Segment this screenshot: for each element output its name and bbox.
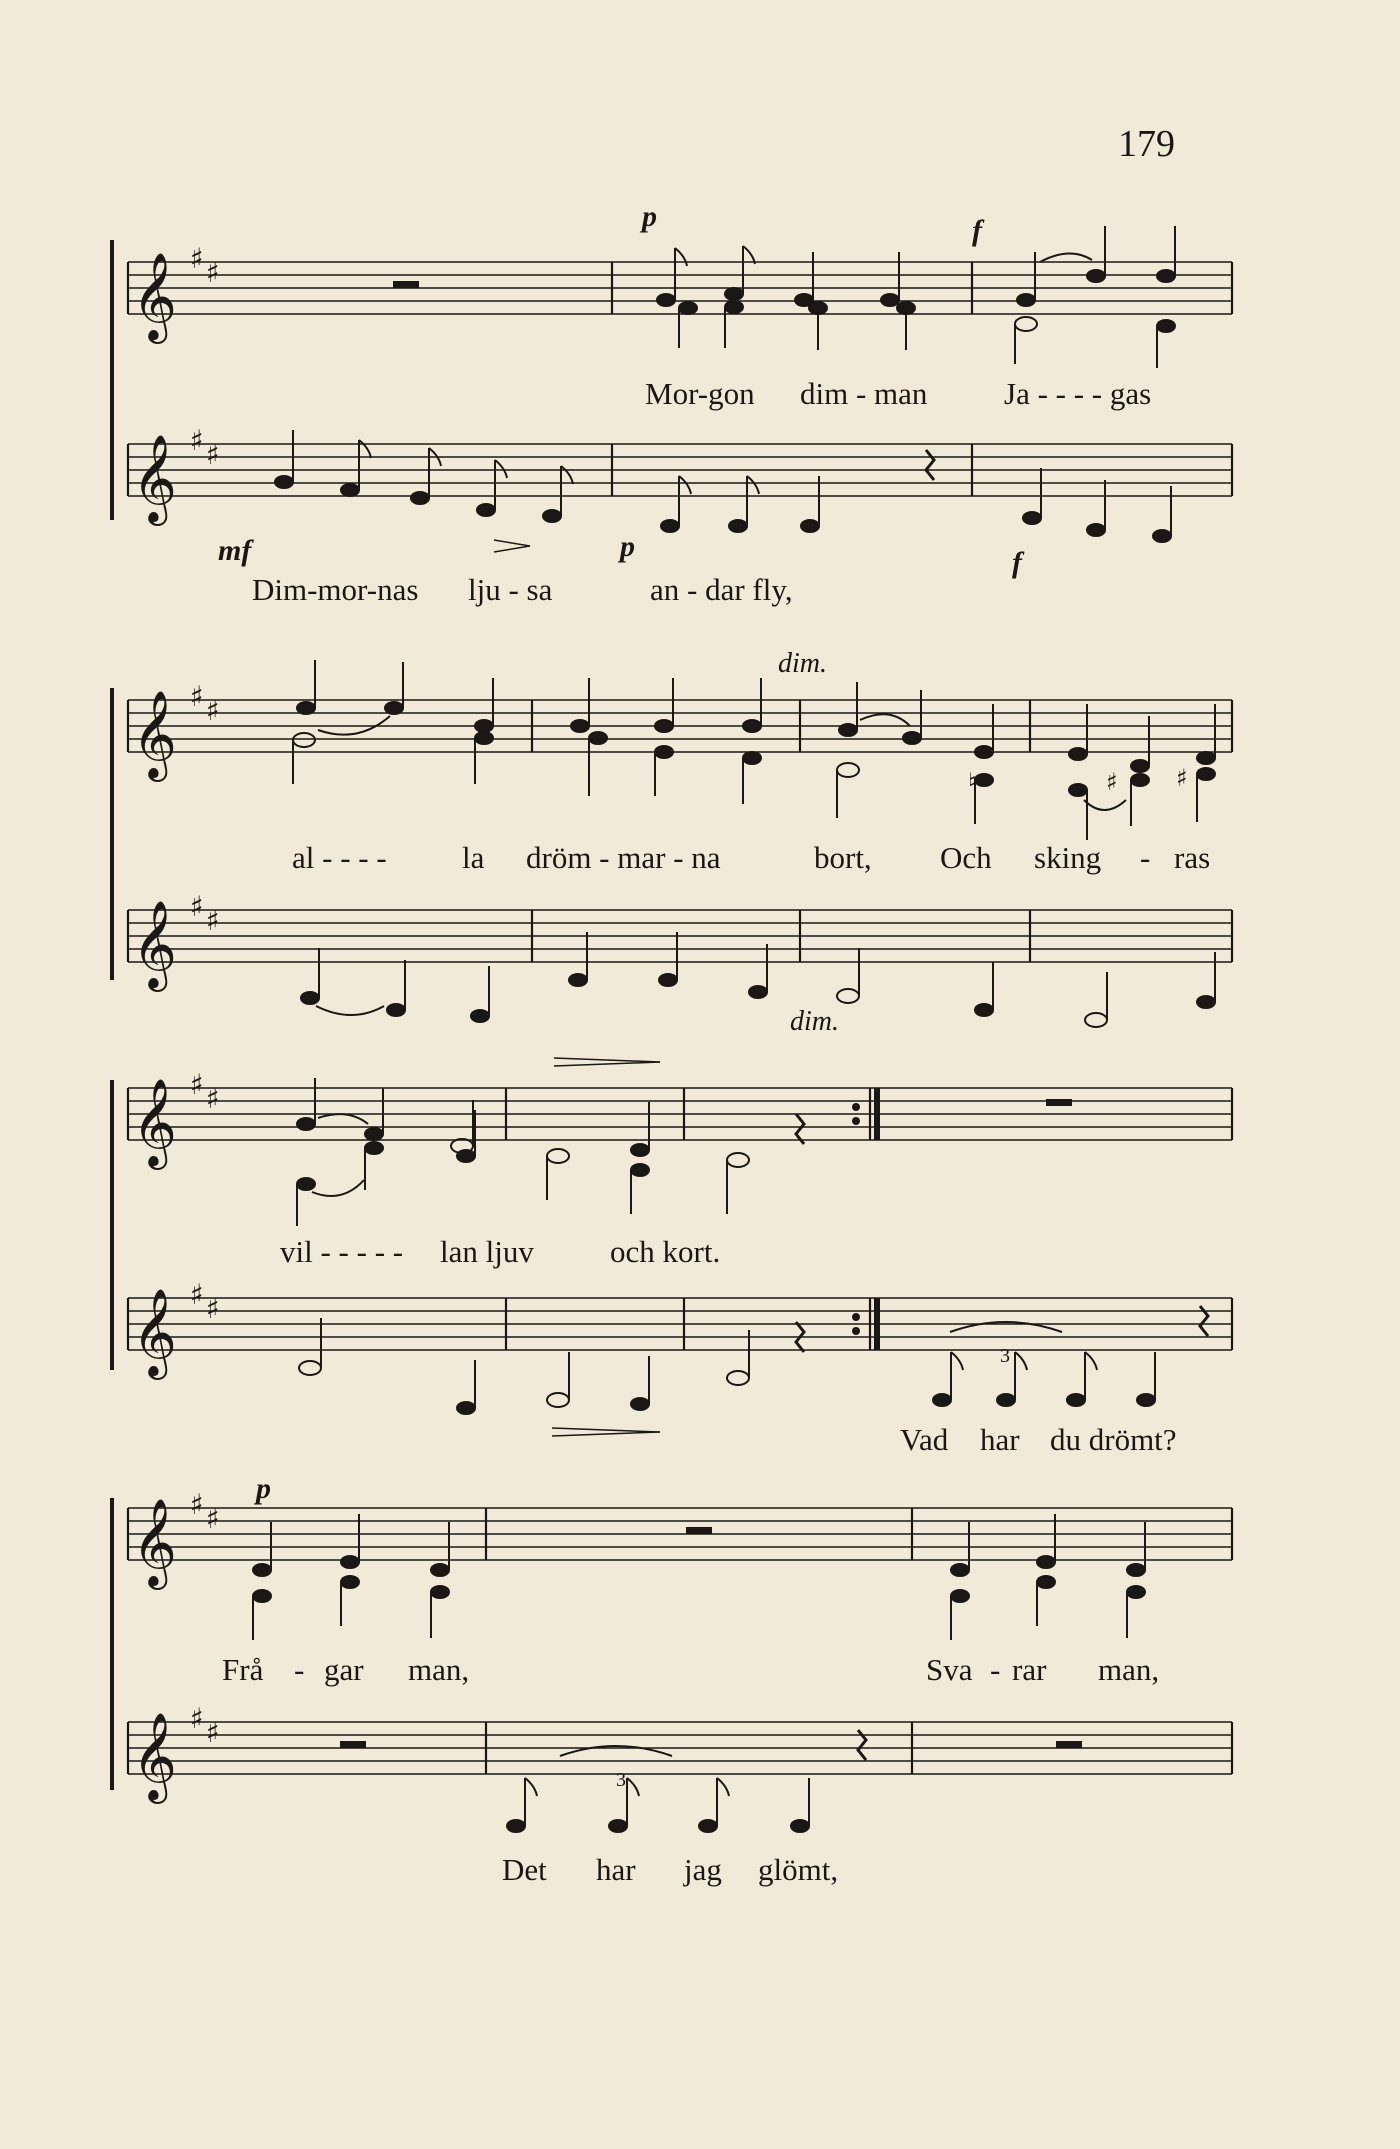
treble-clef-icon: 𝄞 bbox=[132, 433, 177, 522]
staff-upper bbox=[128, 1508, 1232, 1560]
lyric-syllable: la bbox=[462, 840, 485, 875]
treble-clef-icon: 𝄞 bbox=[132, 689, 177, 778]
lyric-syllable: - bbox=[1140, 840, 1151, 875]
lyric-syllable: lan ljuv bbox=[440, 1234, 534, 1269]
staff-lower bbox=[128, 1298, 1232, 1350]
upper-notes-1 bbox=[657, 226, 1175, 368]
rest-icon bbox=[686, 1527, 712, 1534]
lyric-syllable: du drömt? bbox=[1050, 1422, 1177, 1457]
sharp-icon: ♯ bbox=[206, 256, 220, 289]
lyric-syllable: gar bbox=[324, 1652, 364, 1687]
lyric-syllable: och kort. bbox=[610, 1234, 721, 1269]
sharp-icon: ♯ bbox=[190, 680, 204, 713]
lower-notes-4 bbox=[507, 1730, 866, 1832]
lyric-syllable: rar bbox=[1012, 1652, 1047, 1687]
treble-clef-icon: 𝄞 bbox=[132, 1497, 177, 1586]
staff-upper bbox=[128, 1088, 1232, 1140]
lower-notes-2 bbox=[301, 932, 1215, 1027]
sharp-icon: ♯ bbox=[190, 1702, 204, 1735]
sharp-icon: ♯ bbox=[190, 1488, 204, 1521]
lyric-syllable: har bbox=[596, 1852, 636, 1887]
dynamic-mark: dim. bbox=[778, 648, 827, 679]
treble-clef-icon: 𝄞 bbox=[132, 1287, 177, 1376]
lyric-syllable: Frå bbox=[222, 1652, 264, 1687]
sharp-icon: ♯ bbox=[206, 438, 220, 471]
dynamic-mark: mf bbox=[218, 534, 252, 567]
lyric-syllable: man, bbox=[1098, 1652, 1160, 1687]
rest-icon bbox=[340, 1741, 366, 1748]
lyric-syllable: - bbox=[294, 1652, 305, 1687]
treble-clef-icon: 𝄞 bbox=[132, 1711, 177, 1800]
upper-notes-2 bbox=[293, 660, 1215, 840]
sharp-icon: ♯ bbox=[190, 1068, 204, 1101]
lyric-syllable: al - - - - bbox=[292, 840, 387, 875]
lyric-syllable: dröm - mar - na bbox=[526, 840, 721, 875]
lyric-syllable: - bbox=[990, 1652, 1001, 1687]
natural-icon: ♮ bbox=[968, 768, 977, 796]
treble-clef-icon: 𝄞 bbox=[132, 1077, 177, 1166]
lyric-syllable: jag bbox=[684, 1852, 722, 1887]
lyric-syllable: ras bbox=[1174, 840, 1211, 875]
lyric-syllable: Och bbox=[940, 840, 992, 875]
lower-notes-3 bbox=[299, 1306, 1208, 1436]
sharp-icon: ♯ bbox=[206, 1082, 220, 1115]
triplet-mark: 3 bbox=[616, 1769, 626, 1791]
sharp-icon: ♯ bbox=[190, 1278, 204, 1311]
lyric-syllable: har bbox=[980, 1422, 1020, 1457]
system-4 bbox=[112, 1472, 1232, 1887]
dynamic-mark: f bbox=[1012, 546, 1022, 579]
lyric-syllable: sking bbox=[1034, 840, 1102, 875]
lyric-syllable: an - dar fly, bbox=[650, 572, 793, 607]
lower-notes-1 bbox=[275, 430, 1171, 552]
treble-clef-icon: 𝄞 bbox=[132, 251, 177, 340]
dynamic-mark: p bbox=[642, 200, 657, 233]
lyric-syllable: vil - - - - - bbox=[280, 1234, 404, 1269]
dynamic-mark: p bbox=[256, 1472, 271, 1505]
lyric-syllable: Mor-gon bbox=[645, 376, 755, 411]
lyric-syllable: Ja - - - - gas bbox=[1004, 376, 1152, 411]
page-number: 179 bbox=[1118, 123, 1175, 165]
dynamic-mark: dim. bbox=[790, 1006, 839, 1037]
system-3 bbox=[112, 1058, 1232, 1457]
lyric-syllable: lju - sa bbox=[468, 572, 553, 607]
sharp-icon: ♯ bbox=[206, 904, 220, 937]
rest-icon bbox=[393, 281, 419, 288]
staff-lower bbox=[128, 910, 1232, 962]
rest-icon bbox=[1056, 1741, 1082, 1748]
sharp-icon: ♯ bbox=[206, 1502, 220, 1535]
rest-icon bbox=[1046, 1099, 1072, 1106]
system-2 bbox=[112, 648, 1232, 1037]
lyric-syllable: dim - man bbox=[800, 376, 928, 411]
sharp-icon: ♯ bbox=[1176, 764, 1188, 792]
dynamic-mark: p bbox=[620, 530, 635, 563]
sharp-icon: ♯ bbox=[206, 694, 220, 727]
dynamic-mark: f bbox=[972, 214, 982, 247]
sharp-icon: ♯ bbox=[190, 242, 204, 275]
triplet-mark: 3 bbox=[1000, 1345, 1010, 1367]
lyric-syllable: glömt, bbox=[758, 1852, 839, 1887]
treble-clef-icon: 𝄞 bbox=[132, 899, 177, 988]
sharp-icon: ♯ bbox=[190, 890, 204, 923]
lyric-syllable: Sva bbox=[926, 1652, 973, 1687]
lyric-syllable: Dim-mor-nas bbox=[252, 572, 419, 607]
sharp-icon: ♯ bbox=[206, 1716, 220, 1749]
lyric-syllable: Vad bbox=[900, 1422, 949, 1457]
upper-notes-3 bbox=[297, 1058, 804, 1226]
sharp-icon: ♯ bbox=[206, 1292, 220, 1325]
lyric-syllable: Det bbox=[502, 1852, 547, 1887]
lyric-syllable: bort, bbox=[814, 840, 872, 875]
sharp-icon: ♯ bbox=[1106, 768, 1118, 796]
sharp-icon: ♯ bbox=[190, 424, 204, 457]
lyric-syllable: man, bbox=[408, 1652, 470, 1687]
system-1 bbox=[112, 200, 1232, 607]
